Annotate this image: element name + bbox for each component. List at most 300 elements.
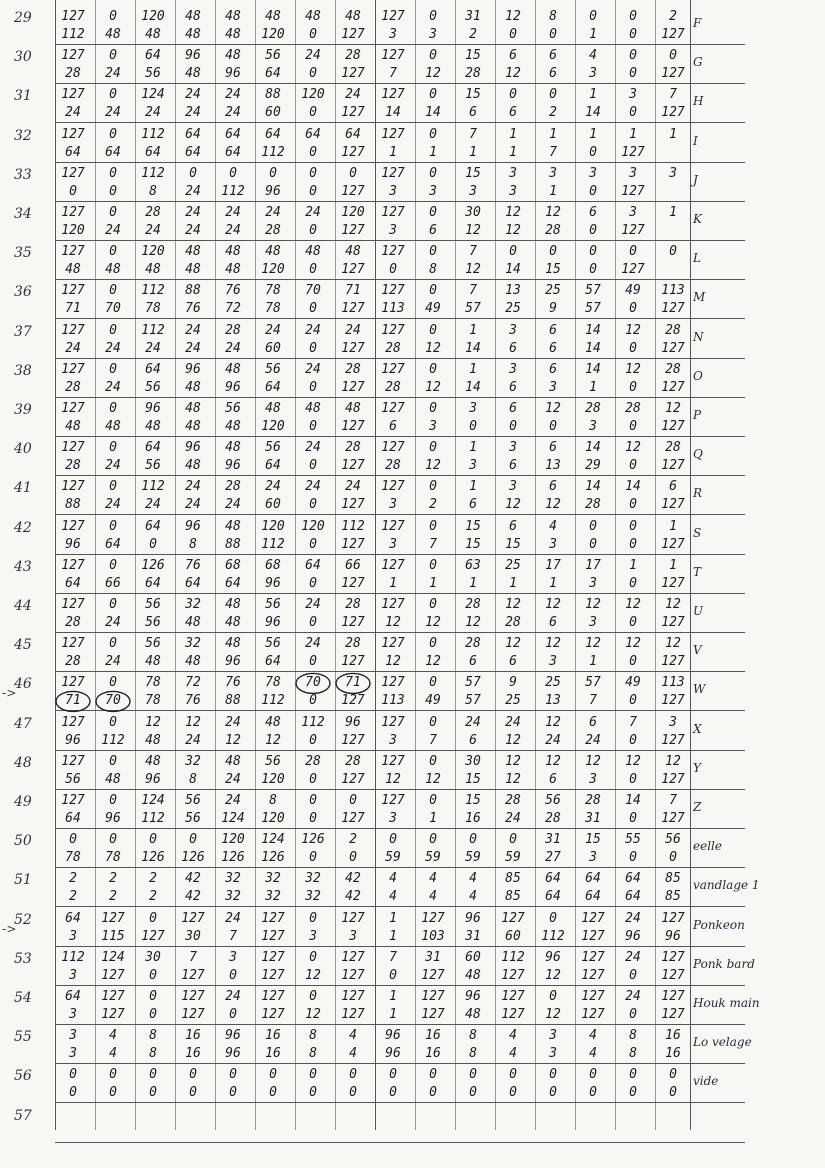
value-cell-bottom: 0 xyxy=(309,693,317,709)
value-cell-top: 127 xyxy=(581,910,605,926)
value-cell-bottom: 0 xyxy=(429,1085,437,1101)
row-number: 33 xyxy=(14,166,32,183)
value-cell-top: 48 xyxy=(145,753,161,769)
grid-column-line xyxy=(55,0,56,1130)
value-cell-bottom: 1 xyxy=(429,575,437,591)
value-cell-bottom: 64 xyxy=(265,654,281,670)
value-cell-top: 0 xyxy=(669,1067,677,1083)
value-cell-top: 0 xyxy=(149,1067,157,1083)
value-cell-top: 127 xyxy=(501,989,525,1004)
value-cell-bottom: 2 xyxy=(549,105,557,121)
value-cell-top: 15 xyxy=(465,87,481,103)
value-cell-top: 8 xyxy=(469,1028,477,1044)
value-cell-top: 3 xyxy=(629,87,637,103)
grid-row-line xyxy=(55,162,745,163)
row-number: 43 xyxy=(14,558,32,575)
value-cell-bottom: 112 xyxy=(541,928,565,944)
value-cell-bottom: 96 xyxy=(385,1046,401,1062)
value-cell-top: 14 xyxy=(585,322,601,338)
value-cell-bottom: 1 xyxy=(509,144,517,160)
value-cell-bottom: 9 xyxy=(549,301,557,317)
value-cell-bottom: 64 xyxy=(65,575,81,591)
value-cell-top: 48 xyxy=(305,9,321,24)
value-cell-top: 0 xyxy=(269,1067,277,1083)
value-cell-bottom: 0 xyxy=(469,1085,477,1101)
value-cell-top: 12 xyxy=(585,753,601,769)
value-cell-top: 0 xyxy=(69,1067,77,1083)
value-cell-bottom: 13 xyxy=(545,458,561,474)
value-cell-top: 1 xyxy=(669,518,677,534)
value-cell-bottom: 12 xyxy=(545,497,561,513)
value-cell-bottom: 12 xyxy=(385,654,401,670)
value-cell-top: 0 xyxy=(109,283,117,299)
value-cell-bottom: 96 xyxy=(105,811,121,826)
value-cell-top: 14 xyxy=(585,440,601,456)
value-cell-top: 6 xyxy=(589,205,597,220)
value-cell-bottom: 0 xyxy=(549,419,557,434)
value-cell-top: 76 xyxy=(185,557,201,573)
value-cell-top: 1 xyxy=(469,361,477,377)
value-cell-top: 24 xyxy=(265,322,281,338)
value-cell-bottom: 127 xyxy=(421,967,445,983)
value-cell-bottom: 96 xyxy=(265,183,281,199)
value-cell-bottom: 56 xyxy=(185,811,201,826)
value-cell-top: 24 xyxy=(225,714,241,730)
value-cell-top: 1 xyxy=(669,126,677,142)
grid-column-line xyxy=(215,0,216,1130)
value-cell-top: 127 xyxy=(421,910,445,926)
value-cell-bottom: 8 xyxy=(149,183,157,199)
value-cell-top: 0 xyxy=(189,1067,197,1083)
value-cell-bottom: 56 xyxy=(145,458,161,474)
value-cell-top: 120 xyxy=(301,87,325,103)
value-cell-top: 28 xyxy=(345,48,361,64)
value-cell-top: 85 xyxy=(665,871,681,887)
value-cell-top: 127 xyxy=(381,675,405,691)
value-cell-bottom: 127 xyxy=(661,340,685,356)
value-cell-top: 12 xyxy=(625,322,641,338)
value-cell-top: 6 xyxy=(509,401,517,416)
value-cell-top: 48 xyxy=(345,244,361,260)
value-cell-top: 28 xyxy=(305,753,321,769)
value-cell-bottom: 0 xyxy=(309,458,317,474)
row-number: 41 xyxy=(14,480,32,497)
value-cell-top: 56 xyxy=(265,48,281,64)
value-cell-bottom: 48 xyxy=(145,262,161,278)
value-cell-bottom: 24 xyxy=(225,771,241,787)
value-cell-bottom: 3 xyxy=(509,183,517,199)
value-cell-top: 56 xyxy=(185,793,201,808)
value-cell-top: 0 xyxy=(109,518,117,534)
value-cell-top: 64 xyxy=(545,871,561,887)
row-number: 38 xyxy=(14,362,32,379)
value-cell-bottom: 48 xyxy=(185,66,201,82)
value-cell-bottom: 24 xyxy=(185,340,201,356)
value-cell-top: 0 xyxy=(429,9,437,24)
value-cell-bottom: 3 xyxy=(389,27,397,42)
value-cell-top: 56 xyxy=(225,401,241,416)
value-cell-top: 12 xyxy=(145,714,161,730)
value-cell-bottom: 4 xyxy=(469,889,477,905)
value-cell-top: 126 xyxy=(141,557,165,573)
value-cell-top: 48 xyxy=(305,244,321,260)
value-cell-top: 12 xyxy=(505,9,521,24)
value-cell-bottom: 0 xyxy=(509,419,517,434)
value-cell-top: 14 xyxy=(625,479,641,495)
value-cell-bottom: 57 xyxy=(585,301,601,317)
value-cell-bottom: 127 xyxy=(341,967,365,983)
value-cell-top: 25 xyxy=(505,557,521,573)
value-cell-bottom: 48 xyxy=(465,1007,481,1022)
row-annotation: F xyxy=(693,16,702,30)
value-cell-bottom: 127 xyxy=(501,967,525,983)
value-cell-top: 16 xyxy=(265,1028,281,1044)
row-number: 45 xyxy=(14,637,32,654)
value-cell-top: 0 xyxy=(429,401,437,416)
value-cell-top: 28 xyxy=(225,322,241,338)
value-cell-top: 42 xyxy=(345,871,361,887)
value-cell-top: 0 xyxy=(109,87,117,103)
row-number: 40 xyxy=(14,441,32,458)
value-cell-bottom: 48 xyxy=(185,27,201,42)
value-cell-bottom: 48 xyxy=(225,615,241,630)
grid-column-line xyxy=(375,0,376,1130)
value-cell-top: 0 xyxy=(549,244,557,260)
row-annotation: X xyxy=(693,721,702,736)
value-cell-bottom: 127 xyxy=(661,967,685,983)
value-cell-bottom: 127 xyxy=(621,262,645,278)
grid-column-line xyxy=(690,0,691,1130)
value-cell-top: 96 xyxy=(185,48,201,64)
value-cell-bottom: 127 xyxy=(341,340,365,356)
value-cell-top: 24 xyxy=(305,636,321,652)
value-cell-top: 127 xyxy=(341,910,365,926)
value-cell-top: 0 xyxy=(389,832,397,848)
value-cell-top: 0 xyxy=(429,518,437,534)
row-number: 54 xyxy=(14,990,32,1006)
value-cell-bottom: 127 xyxy=(341,771,365,787)
value-cell-bottom: 6 xyxy=(429,223,437,238)
row-number: 42 xyxy=(14,519,32,536)
value-cell-bottom: 103 xyxy=(421,928,445,944)
value-cell-bottom: 64 xyxy=(625,889,641,905)
value-cell-top: 0 xyxy=(109,401,117,416)
grid-row-line xyxy=(55,789,745,790)
value-cell-bottom: 112 xyxy=(221,183,245,199)
value-cell-top: 120 xyxy=(221,832,245,848)
value-cell-bottom: 3 xyxy=(549,1046,557,1062)
value-cell-top: 0 xyxy=(469,1067,477,1083)
value-cell-bottom: 24 xyxy=(105,654,121,670)
value-cell-bottom: 64 xyxy=(105,536,121,552)
value-cell-bottom: 0 xyxy=(629,654,637,670)
row-number: 53 xyxy=(14,950,32,967)
value-cell-top: 0 xyxy=(269,165,277,181)
value-cell-bottom: 3 xyxy=(469,458,477,474)
value-cell-bottom: 24 xyxy=(145,105,161,121)
value-cell-top: 0 xyxy=(109,126,117,142)
value-cell-top: 48 xyxy=(345,9,361,24)
value-cell-top: 8 xyxy=(549,9,557,24)
value-cell-bottom: 96 xyxy=(665,928,681,944)
value-cell-bottom: 2 xyxy=(429,497,437,513)
value-cell-bottom: 60 xyxy=(265,497,281,513)
row-number: 36 xyxy=(14,284,32,301)
value-cell-bottom: 4 xyxy=(349,1046,357,1062)
value-cell-top: 0 xyxy=(109,1067,117,1083)
value-cell-top: 28 xyxy=(665,322,681,338)
row-number: 55 xyxy=(14,1029,32,1046)
value-cell-top: 0 xyxy=(469,832,477,848)
value-cell-bottom: 0 xyxy=(629,615,637,630)
value-cell-top: 24 xyxy=(345,87,361,103)
value-cell-top: 0 xyxy=(549,910,557,926)
value-cell-bottom: 28 xyxy=(385,458,401,474)
row-number: 34 xyxy=(14,206,32,222)
value-cell-top: 127 xyxy=(61,793,85,808)
row-number: 39 xyxy=(14,402,32,418)
value-cell-top: 4 xyxy=(589,48,597,64)
value-cell-bottom: 78 xyxy=(145,301,161,317)
value-cell-bottom: 48 xyxy=(185,262,201,278)
row-number: 47 xyxy=(14,715,32,732)
value-cell-bottom: 120 xyxy=(261,771,285,787)
value-cell-bottom: 0 xyxy=(629,27,637,42)
value-cell-top: 0 xyxy=(309,165,317,181)
row-annotation: P xyxy=(693,408,702,422)
value-cell-bottom: 48 xyxy=(185,458,201,474)
value-cell-bottom: 0 xyxy=(229,1085,237,1101)
value-cell-bottom: 13 xyxy=(545,693,561,709)
value-cell-bottom: 12 xyxy=(425,458,441,474)
value-cell-bottom: 60 xyxy=(265,340,281,356)
value-cell-top: 9 xyxy=(509,675,517,691)
value-cell-top: 68 xyxy=(225,557,241,573)
value-cell-top: 1 xyxy=(509,126,517,142)
row-annotation: Lo velage xyxy=(693,1035,752,1050)
value-cell-top: 0 xyxy=(309,949,317,965)
row-annotation: vide xyxy=(693,1074,719,1089)
value-cell-bottom: 64 xyxy=(185,575,201,591)
value-cell-bottom: 0 xyxy=(389,1085,397,1101)
value-cell-top: 15 xyxy=(465,793,481,808)
value-cell-top: 70 xyxy=(305,675,321,691)
value-cell-bottom: 4 xyxy=(429,889,437,905)
value-cell-bottom: 1 xyxy=(429,144,437,160)
value-cell-bottom: 0 xyxy=(629,850,637,866)
value-cell-top: 48 xyxy=(265,401,281,416)
value-cell-top: 0 xyxy=(629,48,637,64)
value-cell-bottom: 78 xyxy=(265,301,281,317)
value-cell-top: 78 xyxy=(145,675,161,691)
value-cell-bottom: 127 xyxy=(661,654,685,670)
value-cell-top: 2 xyxy=(149,871,157,887)
value-cell-top: 0 xyxy=(349,165,357,181)
value-cell-bottom: 12 xyxy=(545,967,561,983)
value-cell-bottom: 0 xyxy=(589,262,597,278)
value-cell-top: 0 xyxy=(669,244,677,260)
value-cell-bottom: 30 xyxy=(185,928,201,944)
value-cell-top: 78 xyxy=(265,283,281,299)
value-cell-top: 28 xyxy=(225,479,241,495)
value-cell-top: 112 xyxy=(141,126,165,142)
grid-column-line xyxy=(95,0,96,1130)
value-cell-top: 17 xyxy=(545,557,561,573)
value-cell-bottom: 0 xyxy=(629,105,637,121)
value-cell-top: 0 xyxy=(429,832,437,848)
row-annotation: vandlage 1 xyxy=(693,878,760,893)
value-cell-bottom: 0 xyxy=(549,1085,557,1101)
value-cell-bottom: 127 xyxy=(101,967,125,983)
row-annotation: K xyxy=(693,212,702,226)
value-cell-bottom: 3 xyxy=(589,66,597,82)
value-cell-bottom: 12 xyxy=(425,771,441,787)
value-cell-top: 14 xyxy=(625,793,641,808)
value-cell-bottom: 31 xyxy=(585,811,601,826)
value-cell-bottom: 57 xyxy=(465,301,481,317)
value-cell-bottom: 0 xyxy=(109,1085,117,1101)
value-cell-top: 57 xyxy=(585,675,601,691)
value-cell-top: 0 xyxy=(109,440,117,456)
value-cell-bottom: 64 xyxy=(65,144,81,160)
value-cell-top: 3 xyxy=(509,361,517,377)
value-cell-top: 3 xyxy=(589,165,597,181)
value-cell-top: 0 xyxy=(109,48,117,64)
value-cell-top: 12 xyxy=(545,753,561,769)
grid-row-line xyxy=(55,436,745,437)
value-cell-bottom: 12 xyxy=(465,223,481,238)
value-cell-bottom: 71 xyxy=(65,301,81,317)
value-cell-bottom: 76 xyxy=(185,301,201,317)
value-cell-bottom: 12 xyxy=(305,967,321,983)
value-cell-top: 120 xyxy=(341,205,365,220)
value-cell-top: 0 xyxy=(669,48,677,64)
value-cell-bottom: 0 xyxy=(629,1007,637,1022)
value-cell-top: 12 xyxy=(585,597,601,612)
value-cell-bottom: 0 xyxy=(669,1085,677,1101)
value-cell-top: 88 xyxy=(185,283,201,299)
value-cell-top: 13 xyxy=(505,283,521,299)
value-cell-bottom: 0 xyxy=(309,262,317,278)
value-cell-top: 30 xyxy=(465,753,481,769)
value-cell-bottom: 12 xyxy=(505,497,521,513)
value-cell-top: 127 xyxy=(381,597,405,612)
grid-row-line xyxy=(55,358,745,359)
value-cell-bottom: 8 xyxy=(629,1046,637,1062)
value-cell-bottom: 3 xyxy=(389,811,397,826)
value-cell-bottom: 0 xyxy=(669,850,677,866)
value-cell-bottom: 6 xyxy=(509,379,517,395)
value-cell-bottom: 3 xyxy=(429,419,437,434)
grid-column-line xyxy=(615,0,616,1130)
value-cell-top: 24 xyxy=(305,361,321,377)
value-cell-top: 3 xyxy=(549,165,557,181)
value-cell-bottom: 3 xyxy=(549,536,557,552)
value-cell-bottom: 0 xyxy=(589,223,597,238)
value-cell-bottom: 24 xyxy=(545,732,561,748)
value-cell-bottom: 70 xyxy=(105,693,121,709)
grid-column-line xyxy=(295,0,296,1130)
value-cell-bottom: 64 xyxy=(585,889,601,905)
value-cell-top: 28 xyxy=(625,401,641,416)
value-cell-bottom: 127 xyxy=(661,1007,685,1022)
value-cell-top: 60 xyxy=(465,949,481,965)
value-cell-top: 127 xyxy=(61,165,85,181)
value-cell-top: 127 xyxy=(341,949,365,965)
value-cell-top: 127 xyxy=(381,165,405,181)
value-cell-bottom: 96 xyxy=(225,458,241,474)
value-cell-top: 6 xyxy=(589,714,597,730)
value-cell-bottom: 6 xyxy=(469,732,477,748)
value-cell-bottom: 0 xyxy=(309,144,317,160)
value-cell-bottom: 127 xyxy=(261,1007,285,1022)
value-cell-top: 124 xyxy=(261,832,285,848)
value-cell-top: 120 xyxy=(301,518,325,534)
value-cell-bottom: 8 xyxy=(309,1046,317,1062)
value-cell-top: 0 xyxy=(509,87,517,103)
value-cell-bottom: 127 xyxy=(661,575,685,591)
value-cell-bottom: 29 xyxy=(585,458,601,474)
value-cell-bottom: 14 xyxy=(585,105,601,121)
value-cell-top: 31 xyxy=(425,949,441,965)
value-cell-top: 48 xyxy=(305,401,321,416)
value-cell-bottom: 127 xyxy=(341,732,365,748)
value-cell-top: 127 xyxy=(661,910,685,926)
value-cell-bottom: 28 xyxy=(545,811,561,826)
value-cell-top: 0 xyxy=(429,165,437,181)
grid-row-line xyxy=(55,828,745,829)
value-cell-bottom: 64 xyxy=(225,575,241,591)
value-cell-top: 24 xyxy=(225,205,241,220)
row-number: 51 xyxy=(14,872,32,889)
value-cell-bottom: 0 xyxy=(629,1085,637,1101)
value-cell-bottom: 127 xyxy=(181,967,205,983)
value-cell-bottom: 0 xyxy=(309,301,317,317)
value-cell-top: 127 xyxy=(381,205,405,220)
value-cell-bottom: 127 xyxy=(341,458,365,474)
value-cell-bottom: 112 xyxy=(261,693,285,709)
value-cell-bottom: 120 xyxy=(261,27,285,42)
value-cell-bottom: 0 xyxy=(469,419,477,434)
value-cell-top: 127 xyxy=(381,283,405,299)
value-cell-top: 78 xyxy=(265,675,281,691)
value-cell-top: 28 xyxy=(345,440,361,456)
value-cell-bottom: 12 xyxy=(505,732,521,748)
value-cell-bottom: 0 xyxy=(309,223,317,238)
row-annotation: R xyxy=(693,486,703,501)
value-cell-top: 96 xyxy=(185,440,201,456)
value-cell-bottom xyxy=(658,144,688,161)
value-cell-bottom: 7 xyxy=(429,536,437,552)
value-cell-bottom: 16 xyxy=(665,1046,681,1062)
value-cell-bottom: 24 xyxy=(585,732,601,748)
value-cell-top: 30 xyxy=(465,205,481,220)
value-cell-top: 127 xyxy=(61,518,85,534)
value-cell-top: 24 xyxy=(225,87,241,103)
value-cell-top: 6 xyxy=(549,48,557,64)
value-cell-bottom: 15 xyxy=(505,536,521,552)
value-cell-bottom: 120 xyxy=(61,223,85,238)
value-cell-top: 0 xyxy=(109,753,117,769)
value-cell-top: 14 xyxy=(585,361,601,377)
value-cell-bottom: 127 xyxy=(501,1007,525,1022)
value-cell-top: 0 xyxy=(229,1067,237,1083)
row-annotation: N xyxy=(693,329,704,344)
value-cell-top: 56 xyxy=(145,636,161,652)
value-cell-top: 124 xyxy=(141,87,165,103)
value-cell-top: 64 xyxy=(585,871,601,887)
value-cell-top: 0 xyxy=(589,244,597,260)
